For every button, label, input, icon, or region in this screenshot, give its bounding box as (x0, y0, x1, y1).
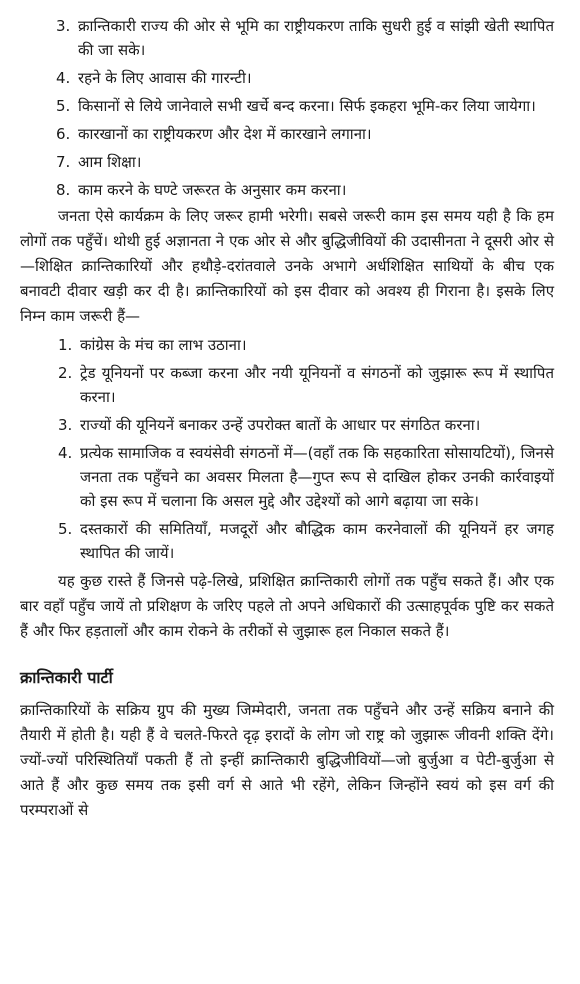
list-number: 5. (58, 520, 73, 538)
list-item (56, 14, 554, 62)
last-paragraph: क्रान्तिकारियों के सक्रिय ग्रुप की मुख्य जिम्मेदारी, जनता तक पहुँचने और उन्हें सक्रिय बनाने की तैयारी में होती है। यही हैं वे चलते-फिरते दृढ़ इरादों के लोग जो राष्ट्र को जुझारू जीवनी शक्ति देंगे। ज्यों-ज्यों परिस्थितियाँ पकती हैं तो इन्हीं क्रान्तिकारी बुद्धिजीवियों—जो बुर्जुआ व पेटी-बुर्जुआ से आते हैं और कुछ समय तक इसी वर्ग से आते भी रहेंगे, लेकिन जिन्होंने स्वयं को इस वर्ग की परम्पराओं से (20, 701, 554, 819)
list-item (58, 441, 554, 513)
list-text: राज्यों की यूनियनें बनाकर उन्हें उपरोक्त बातों के आधार पर संगठित करना। (80, 416, 481, 434)
list-number: 2. (58, 364, 73, 382)
intro-paragraph: जनता ऐसे कार्यक्रम के लिए जरूर हामी भरेगी। सबसे जरूरी काम इस समय यही है कि हम लोगों तक पहुँचें। थोथी हुई अज्ञानता ने एक ओर से और बुद्धिजीवियों की उदासीनता ने दूसरी ओर से—शिक्षित क्रान्तिकारियों और हथौड़े-दरांतवाले उनके अभागे अर्धशिक्षित साथियों के बीच एक बनावटी दीवार खड़ी कर दी है। क्रान्तिकारियों को इस दीवार को अवश्य ही गिराना है। इसके लिए निम्न काम जरूरी हैं— (20, 207, 554, 325)
list-text: आम शिक्षा। (78, 153, 142, 171)
list-item (58, 517, 554, 565)
list-item (58, 361, 554, 409)
list-text: काम करने के घण्टे जरूरत के अनुसार कम करना। (78, 181, 347, 199)
list-number: 4. (58, 444, 73, 462)
list-number: 3. (56, 17, 71, 35)
list-item (56, 66, 554, 90)
list-text: प्रत्येक सामाजिक व स्वयंसेवी संगठनों में—(वहाँ तक कि सहकारिता सोसायटियों), जिनसे जनता तक पहुँचने का अवसर मिलता है—गुप्त रूप से दाखिल होकर उनकी कार्रवाइयों को इस रूप में चलाना कि असल मुद्दे और उद्देश्यों को आगे बढ़ाया जा सके। (80, 444, 554, 510)
list-text: दस्तकारों की समितियाँ, मजदूरों और बौद्धिक काम करनेवालों की यूनियनें हर जगह स्थापित की जायें। (80, 520, 554, 562)
list-number: 7. (56, 153, 71, 171)
list-text: ट्रेड यूनियनों पर कब्जा करना और नयी यूनियनों व संगठनों को जुझारू रूप में स्थापित करना। (80, 364, 554, 406)
list-number: 5. (56, 97, 71, 115)
list-item (56, 178, 554, 202)
list-number: 8. (56, 181, 71, 199)
list-text: क्रान्तिकारी राज्य की ओर से भूमि का राष्ट्रीयकरण ताकि सुधरी हुई व सांझी खेती स्थापित की जा सके। (78, 17, 554, 59)
list-text: किसानों से लिये जानेवाले सभी खर्चे बन्द करना। सिर्फ इकहरा भूमि-कर लिया जायेगा। (78, 97, 536, 115)
list-number: 1. (58, 336, 73, 354)
list-number: 3. (58, 416, 73, 434)
list-text: कारखानों का राष्ट्रीयकरण और देश में कारखाने लगाना। (78, 125, 372, 143)
section-heading: क्रान्तिकारी पार्टी (20, 668, 113, 687)
list-text: रहने के लिए आवास की गारन्टी। (78, 69, 252, 87)
list-number: 4. (56, 69, 71, 87)
tasks-list (58, 333, 554, 565)
list-item (56, 94, 554, 118)
program-list (56, 14, 554, 202)
list-item (58, 333, 554, 357)
list-number: 6. (56, 125, 71, 143)
list-item (56, 122, 554, 146)
list-item (56, 150, 554, 174)
list-text: कांग्रेस के मंच का लाभ उठाना। (80, 336, 247, 354)
middle-paragraph: यह कुछ रास्ते हैं जिनसे पढ़े-लिखे, प्रशिक्षित क्रान्तिकारी लोगों तक पहुँच सकते हैं। और एक बार वहाँ पहुँच जायें तो प्रशिक्षण के जरिए पहले तो अपने अधिकारों की उत्साहपूर्वक पुष्टि कर सकते हैं और फिर हड़तालों और काम रोकने के तरीकों से जुझारू हल निकाल सकते हैं। (20, 572, 554, 640)
list-item (58, 413, 554, 437)
